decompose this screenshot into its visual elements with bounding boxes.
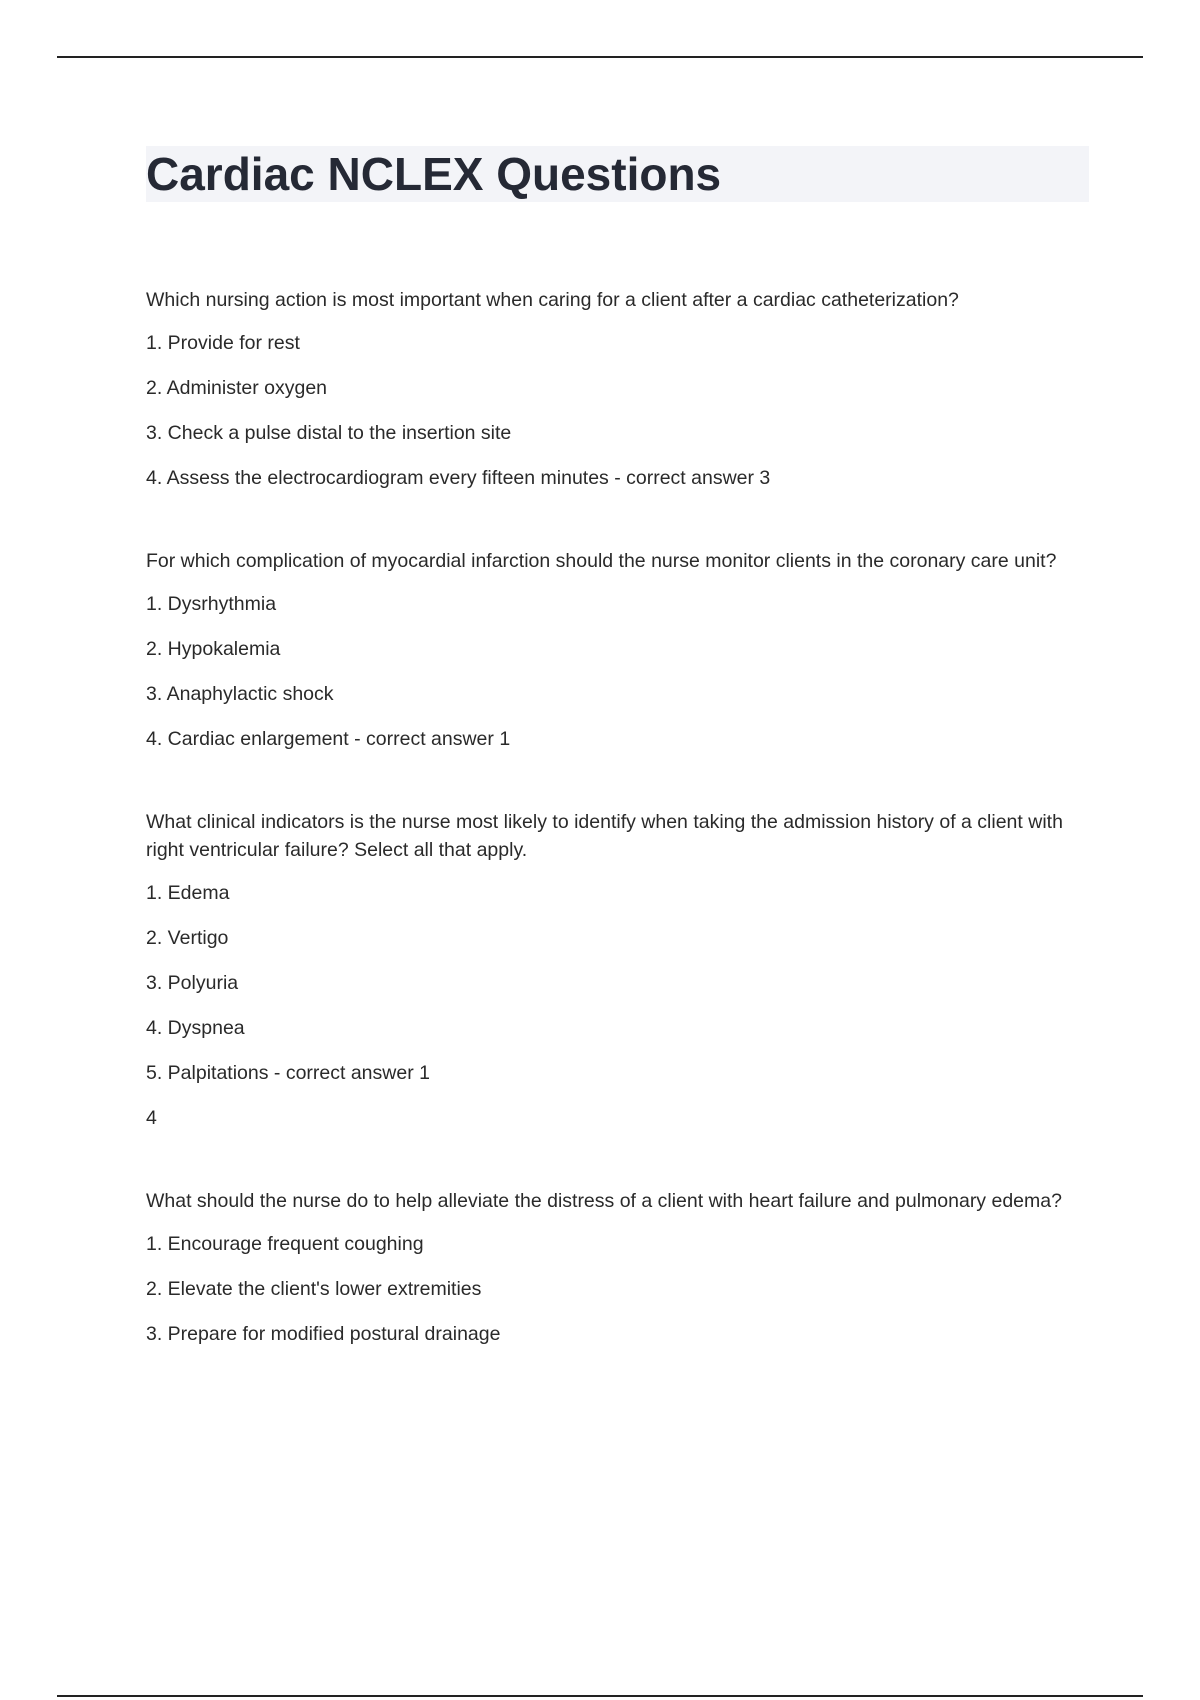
question-4	[146, 1187, 1089, 1348]
answer-option: 2. Elevate the client's lower extremities	[146, 1278, 482, 1300]
answer-option: 3. Anaphylactic shock	[146, 683, 334, 705]
answer-option: 1. Dysrhythmia	[146, 593, 277, 615]
answer-option: 1. Encourage frequent coughing	[146, 1233, 424, 1255]
question-stem: What should the nurse do to help alleviate the distress of a client with heart failure and pulmonary edema?	[146, 1190, 1062, 1212]
top-rule	[57, 56, 1143, 58]
answer-option: 3. Polyuria	[146, 972, 239, 994]
title-band	[146, 146, 1089, 202]
answer-option: 1. Provide for rest	[146, 332, 300, 354]
question-stem: Which nursing action is most important when caring for a client after a cardiac catheterization?	[146, 289, 959, 311]
question-2	[146, 547, 1089, 753]
question-stem: What clinical indicators is the nurse most likely to identify when taking the admission history of a client with right ventricular failure? Select all that apply.	[146, 811, 1063, 861]
answer-option: 4. Cardiac enlargement - correct answer 1	[146, 728, 511, 750]
answer-option: 1. Edema	[146, 882, 230, 904]
document-title: Cardiac NCLEX Questions	[146, 148, 722, 200]
question-stem: For which complication of myocardial infarction should the nurse monitor clients in the coronary care unit?	[146, 550, 1057, 572]
answer-option: 3. Prepare for modified postural drainage	[146, 1323, 501, 1345]
answer-option: 2. Administer oxygen	[146, 377, 328, 399]
question-1	[146, 286, 1089, 492]
answer-option: 2. Vertigo	[146, 927, 229, 949]
answer-option: 3. Check a pulse distal to the insertion site	[146, 422, 512, 444]
document-body	[146, 146, 1089, 1366]
bottom-rule	[57, 1695, 1143, 1697]
answer-option: 4	[146, 1107, 157, 1129]
answer-option: 4. Assess the electrocardiogram every fifteen minutes - correct answer 3	[146, 467, 771, 489]
answer-option: 2. Hypokalemia	[146, 638, 281, 660]
answer-option: 5. Palpitations - correct answer 1	[146, 1062, 430, 1084]
question-list	[146, 286, 1089, 1348]
answer-option: 4. Dyspnea	[146, 1017, 245, 1039]
question-3	[146, 808, 1089, 1132]
